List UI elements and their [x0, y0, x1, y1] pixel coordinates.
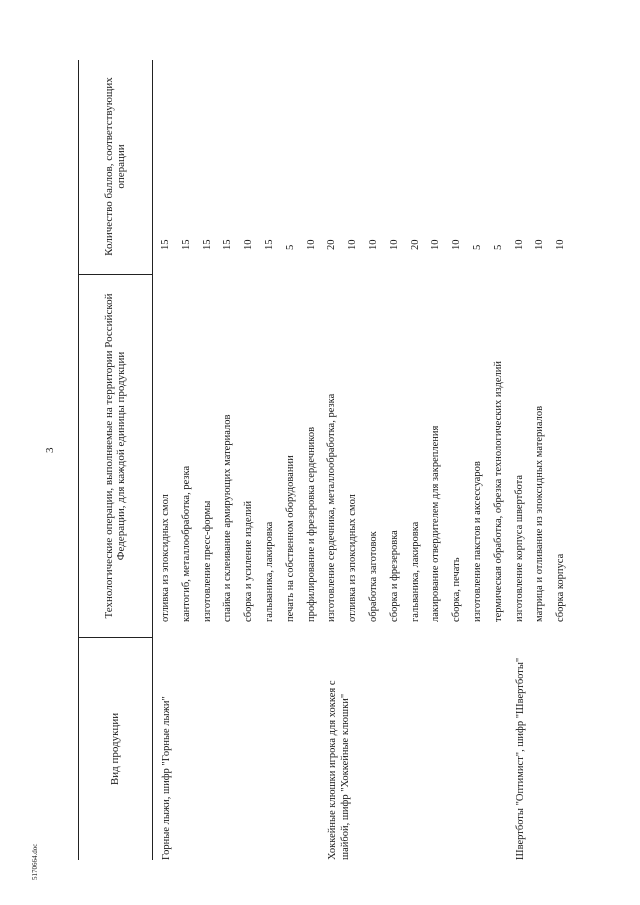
points-cell: 5 — [284, 244, 296, 250]
operation-cell: сборка и фрезеровка — [388, 530, 400, 622]
product-cell: Швертботы "Оптимист", шифр "Швертботы" — [514, 657, 526, 860]
operation-cell: отливка из эпоксидных смол — [160, 494, 171, 622]
operation-cell: изготовление корпуса швертбота — [513, 474, 525, 622]
operation-cell: термическая обработка, обрезка технологических изделий — [492, 361, 504, 622]
operation-cell: сборка и усиление изделий — [243, 500, 255, 622]
points-cell: 5 — [492, 244, 504, 250]
points-cell: 15 — [160, 239, 171, 250]
operation-cell: сборка, печать — [451, 557, 463, 622]
points-cell: 10 — [430, 239, 442, 250]
points-cell: 20 — [409, 239, 421, 250]
operation-cell: спайка и склеивание армирующих материалов — [222, 414, 234, 622]
points-cell: 15 — [180, 239, 192, 250]
points-cell: 5 — [472, 244, 483, 250]
operations-table — [78, 60, 567, 860]
operation-cell: отливка из эпоксидных смол — [347, 494, 359, 622]
document-id: 5170664.doc — [31, 843, 39, 880]
operation-cell: печать на собственном оборудовании — [284, 455, 296, 622]
points-cell: 10 — [347, 239, 359, 250]
points-cell: 15 — [201, 239, 213, 250]
table-header-rule — [152, 60, 153, 860]
points-cell: 10 — [243, 239, 255, 250]
points-cell: 10 — [368, 239, 379, 250]
header-separator — [78, 274, 152, 275]
table-top-rule — [78, 60, 79, 860]
operation-cell: изготовление сердечника, металлообработка, резка — [326, 393, 338, 622]
points-cell: 10 — [388, 239, 400, 250]
points-cell: 10 — [555, 239, 567, 250]
product-cell: Горные лыжи, шифр "Горные лыжи" — [161, 696, 172, 860]
points-cell: 10 — [451, 239, 463, 250]
operation-cell: сборка корпуса — [555, 553, 567, 622]
page-number: 3 — [44, 447, 56, 453]
operation-cell: обработка заготовок — [368, 531, 379, 622]
points-cell: 10 — [513, 239, 525, 250]
points-cell: 20 — [326, 239, 338, 250]
header-points: Количество баллов, соответствующих операции — [103, 77, 127, 256]
operation-cell: матрица и отливание из эпоксидных материалов — [534, 405, 546, 622]
header-operations: Технологические операции, выполняемые на территории Российской Федерации, для каждой единицы продукции — [103, 293, 127, 619]
points-cell: 10 — [305, 239, 317, 250]
operation-cell: гальваника, лакировка — [409, 521, 421, 622]
product-cell: Хоккейные клюшки игрока для хоккея с шайбой, шифр "Хоккейные клюшки" — [327, 680, 352, 860]
points-cell: 10 — [534, 239, 546, 250]
operation-cell: лакирование отвердителем для закрепления — [430, 425, 442, 622]
points-cell: 15 — [264, 239, 275, 250]
operation-cell: кантогиб, металлообработка, резка — [180, 465, 192, 622]
header-product: Вид продукции — [109, 712, 121, 786]
operation-cell: изготовление пресс-формы — [201, 500, 213, 622]
operation-cell: профилирование и фрезеровка сердечников — [305, 426, 317, 622]
points-cell: 15 — [222, 239, 234, 250]
operation-cell: гальваника, лакировка — [264, 521, 275, 622]
operation-cell: изготовление пакстов и аксессуаров — [472, 461, 483, 622]
